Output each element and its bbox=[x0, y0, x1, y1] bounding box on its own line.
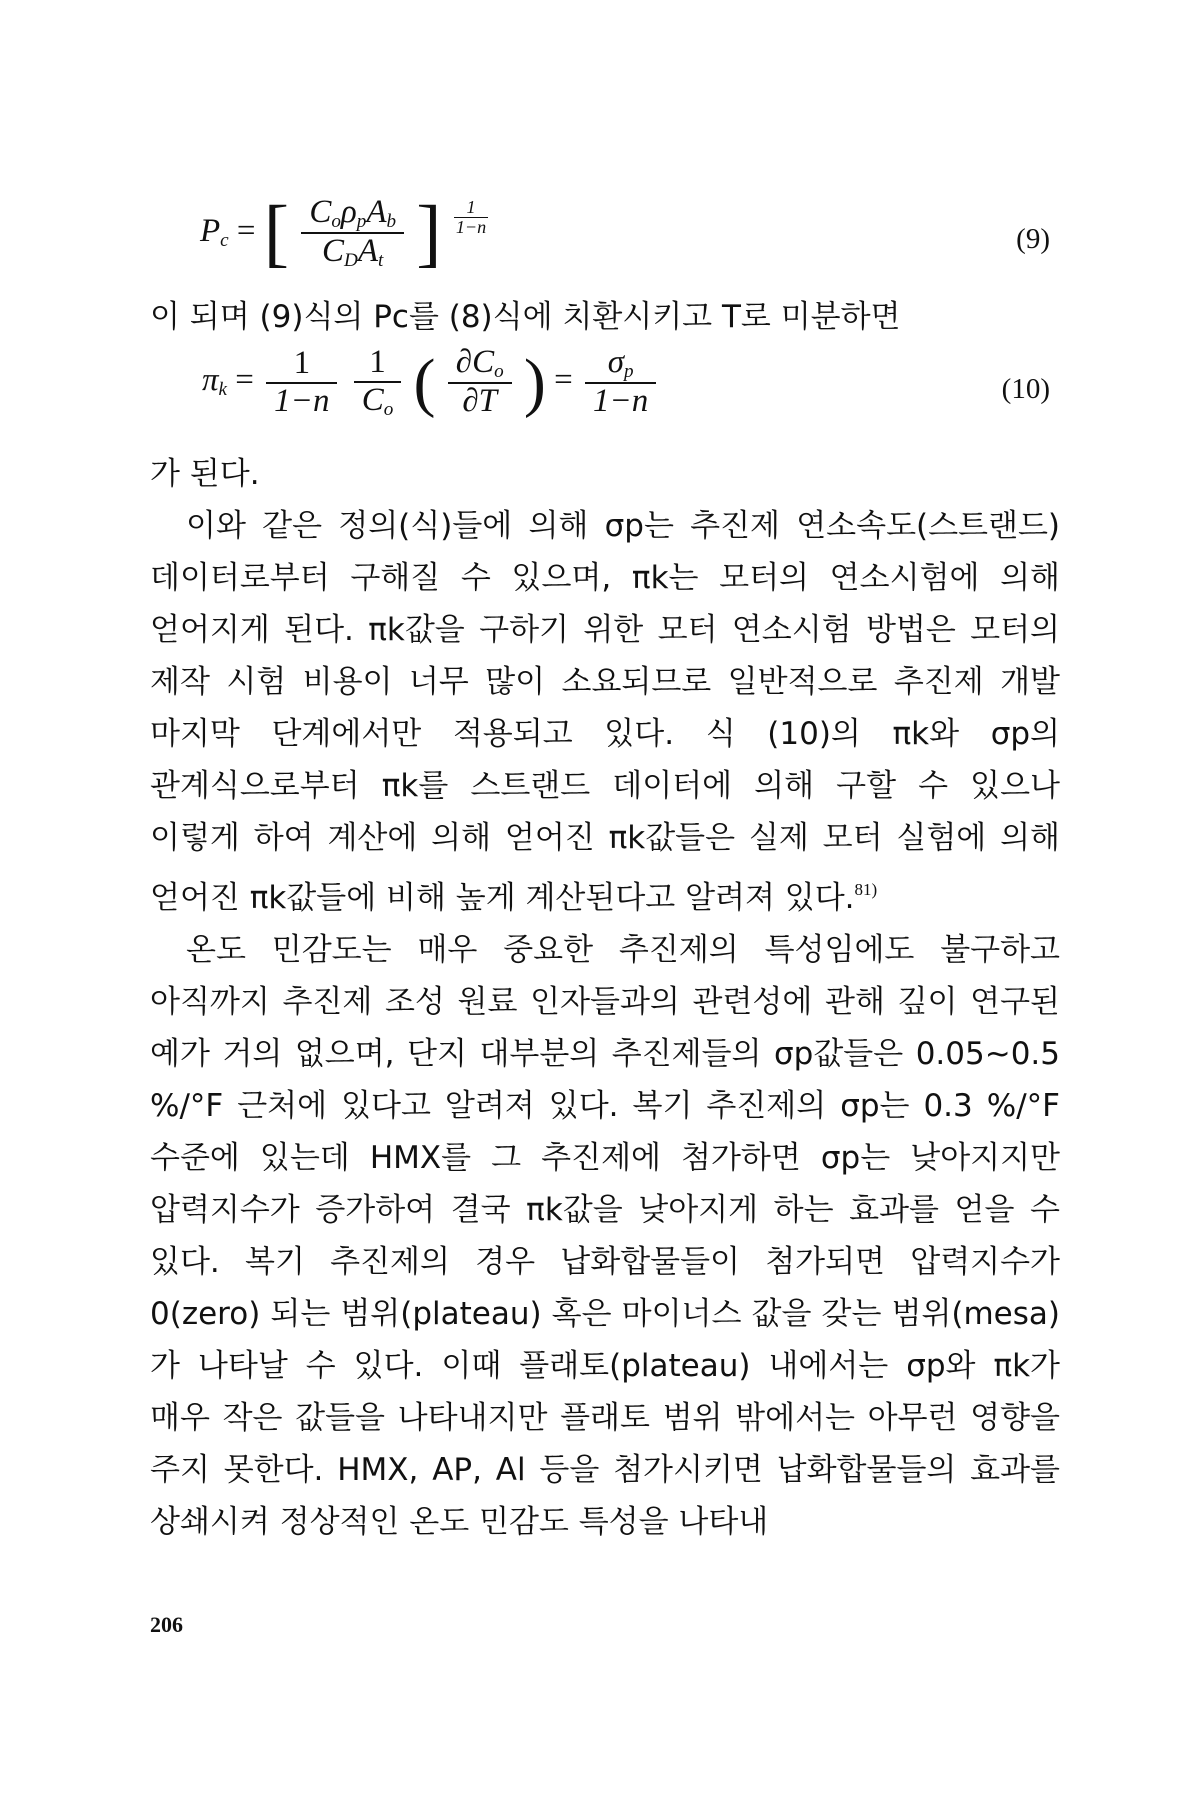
equation-10-number: (10) bbox=[1001, 373, 1050, 405]
paragraph-3: 온도 민감도는 매우 중요한 추진제의 특성임에도 불구하고 아직까지 추진제 조성 원료 인자들과의 관련성에 관해 깊이 연구된 예가 거의 없으며, 단지 대부분의 추진제들의 σp값들은 0.05~0.5 %/°F 근처에 있다고 알려져 있다. 복기 추진제의 σp는 0.3 %/°F 수준에 있는데 HMX를 그 추진제에 첨가하면 σp는 낮아지지만 압력지수가 증가하여 결국 πk값을 낮아지게 하는 효과를 얻을 수 있다. 복기 추진제의 경우 납화합물들이 첨가되면 압력지수가 0(zero) 되는 범위(plateau) 혹은 마이너스 값을 갖는 범위(mesa)가 나타날 수 있다. 이때 플래토(plateau) 내에서는 σp와 πk가 매우 작은 값들을 나타내지만 플래토 범위 밖에서는 아무런 영향을 주지 못한다. HMX, AP, Al 등을 첨가시키면 납화합물들의 효과를 상쇄시켜 정상적인 온도 민감도 특성을 나타내 bbox=[150, 932, 1060, 1540]
body-text bbox=[150, 448, 1060, 1548]
eq10-left-paren: ( bbox=[413, 345, 436, 419]
eq10-fraction-1: $\frac{1}{1-n}$ bbox=[266, 346, 337, 419]
eq9-right-bracket: ] bbox=[416, 190, 442, 275]
eq9-equals: = bbox=[236, 213, 256, 250]
intro-line bbox=[150, 291, 1060, 343]
paragraph-2: 이와 같은 정의(식)들에 의해 σp는 추진제 연소속도(스트랜드) 데이터로부터 구해질 수 있으며, πk는 모터의 연소시험에 의해 얻어지게 된다. πk값을 구하기 위한 모터 연소시험 방법은 모터의 제작 시험 비용이 너무 많이 소요되므로 일반적으로 추진제 개발 마지막 단계에서만 적용되고 있다. 식 (10)의 πk와 σp의 관계식으로부터 πk를 스트랜드 데이터에 의해 구할 수 있으나 이렇게 하여 계산에 의해 얻어진 πk값들은 실제 모터 실험에 의해 얻어진 πk값들에 비해 높게 계산된다고 알려져 있다.$^{81)}$ bbox=[150, 508, 1060, 916]
reference-mark: 81) bbox=[854, 880, 878, 899]
equation-9-formula bbox=[200, 190, 488, 275]
equation-9-number: (9) bbox=[1016, 223, 1050, 255]
paragraph-1: 가 된다. bbox=[150, 456, 260, 492]
page-number: 206 bbox=[150, 1612, 183, 1637]
eq10-right-paren: ) bbox=[523, 345, 546, 419]
line-after-equation-9: 이 되며 (9)식의 Pc를 (8)식에 치환시키고 T로 미분하면 bbox=[150, 299, 901, 335]
eq10-fraction-4: $\frac{\sigma p}{1-n}$ bbox=[585, 345, 656, 420]
eq9-numerator: CoρpAb bbox=[301, 195, 404, 234]
eq9-fraction bbox=[301, 195, 404, 272]
eq10-equals-2: = bbox=[554, 362, 573, 399]
eq10-fraction-2: $\frac{1}{Co}$ bbox=[354, 345, 402, 420]
eq9-lhs: Pc bbox=[200, 213, 229, 251]
eq10-equals: = bbox=[235, 362, 254, 399]
eq10-lhs: πk bbox=[202, 362, 228, 400]
eq9-left-bracket: [ bbox=[263, 190, 290, 275]
eq9-exponent: 1 1−n bbox=[455, 196, 487, 238]
equation-10 bbox=[150, 345, 1050, 465]
eq9-denominator: CDAt bbox=[322, 233, 384, 272]
eq10-fraction-3: $\frac{\partial Co}{\partial T}$ bbox=[448, 345, 512, 420]
equation-10-formula bbox=[202, 345, 660, 420]
